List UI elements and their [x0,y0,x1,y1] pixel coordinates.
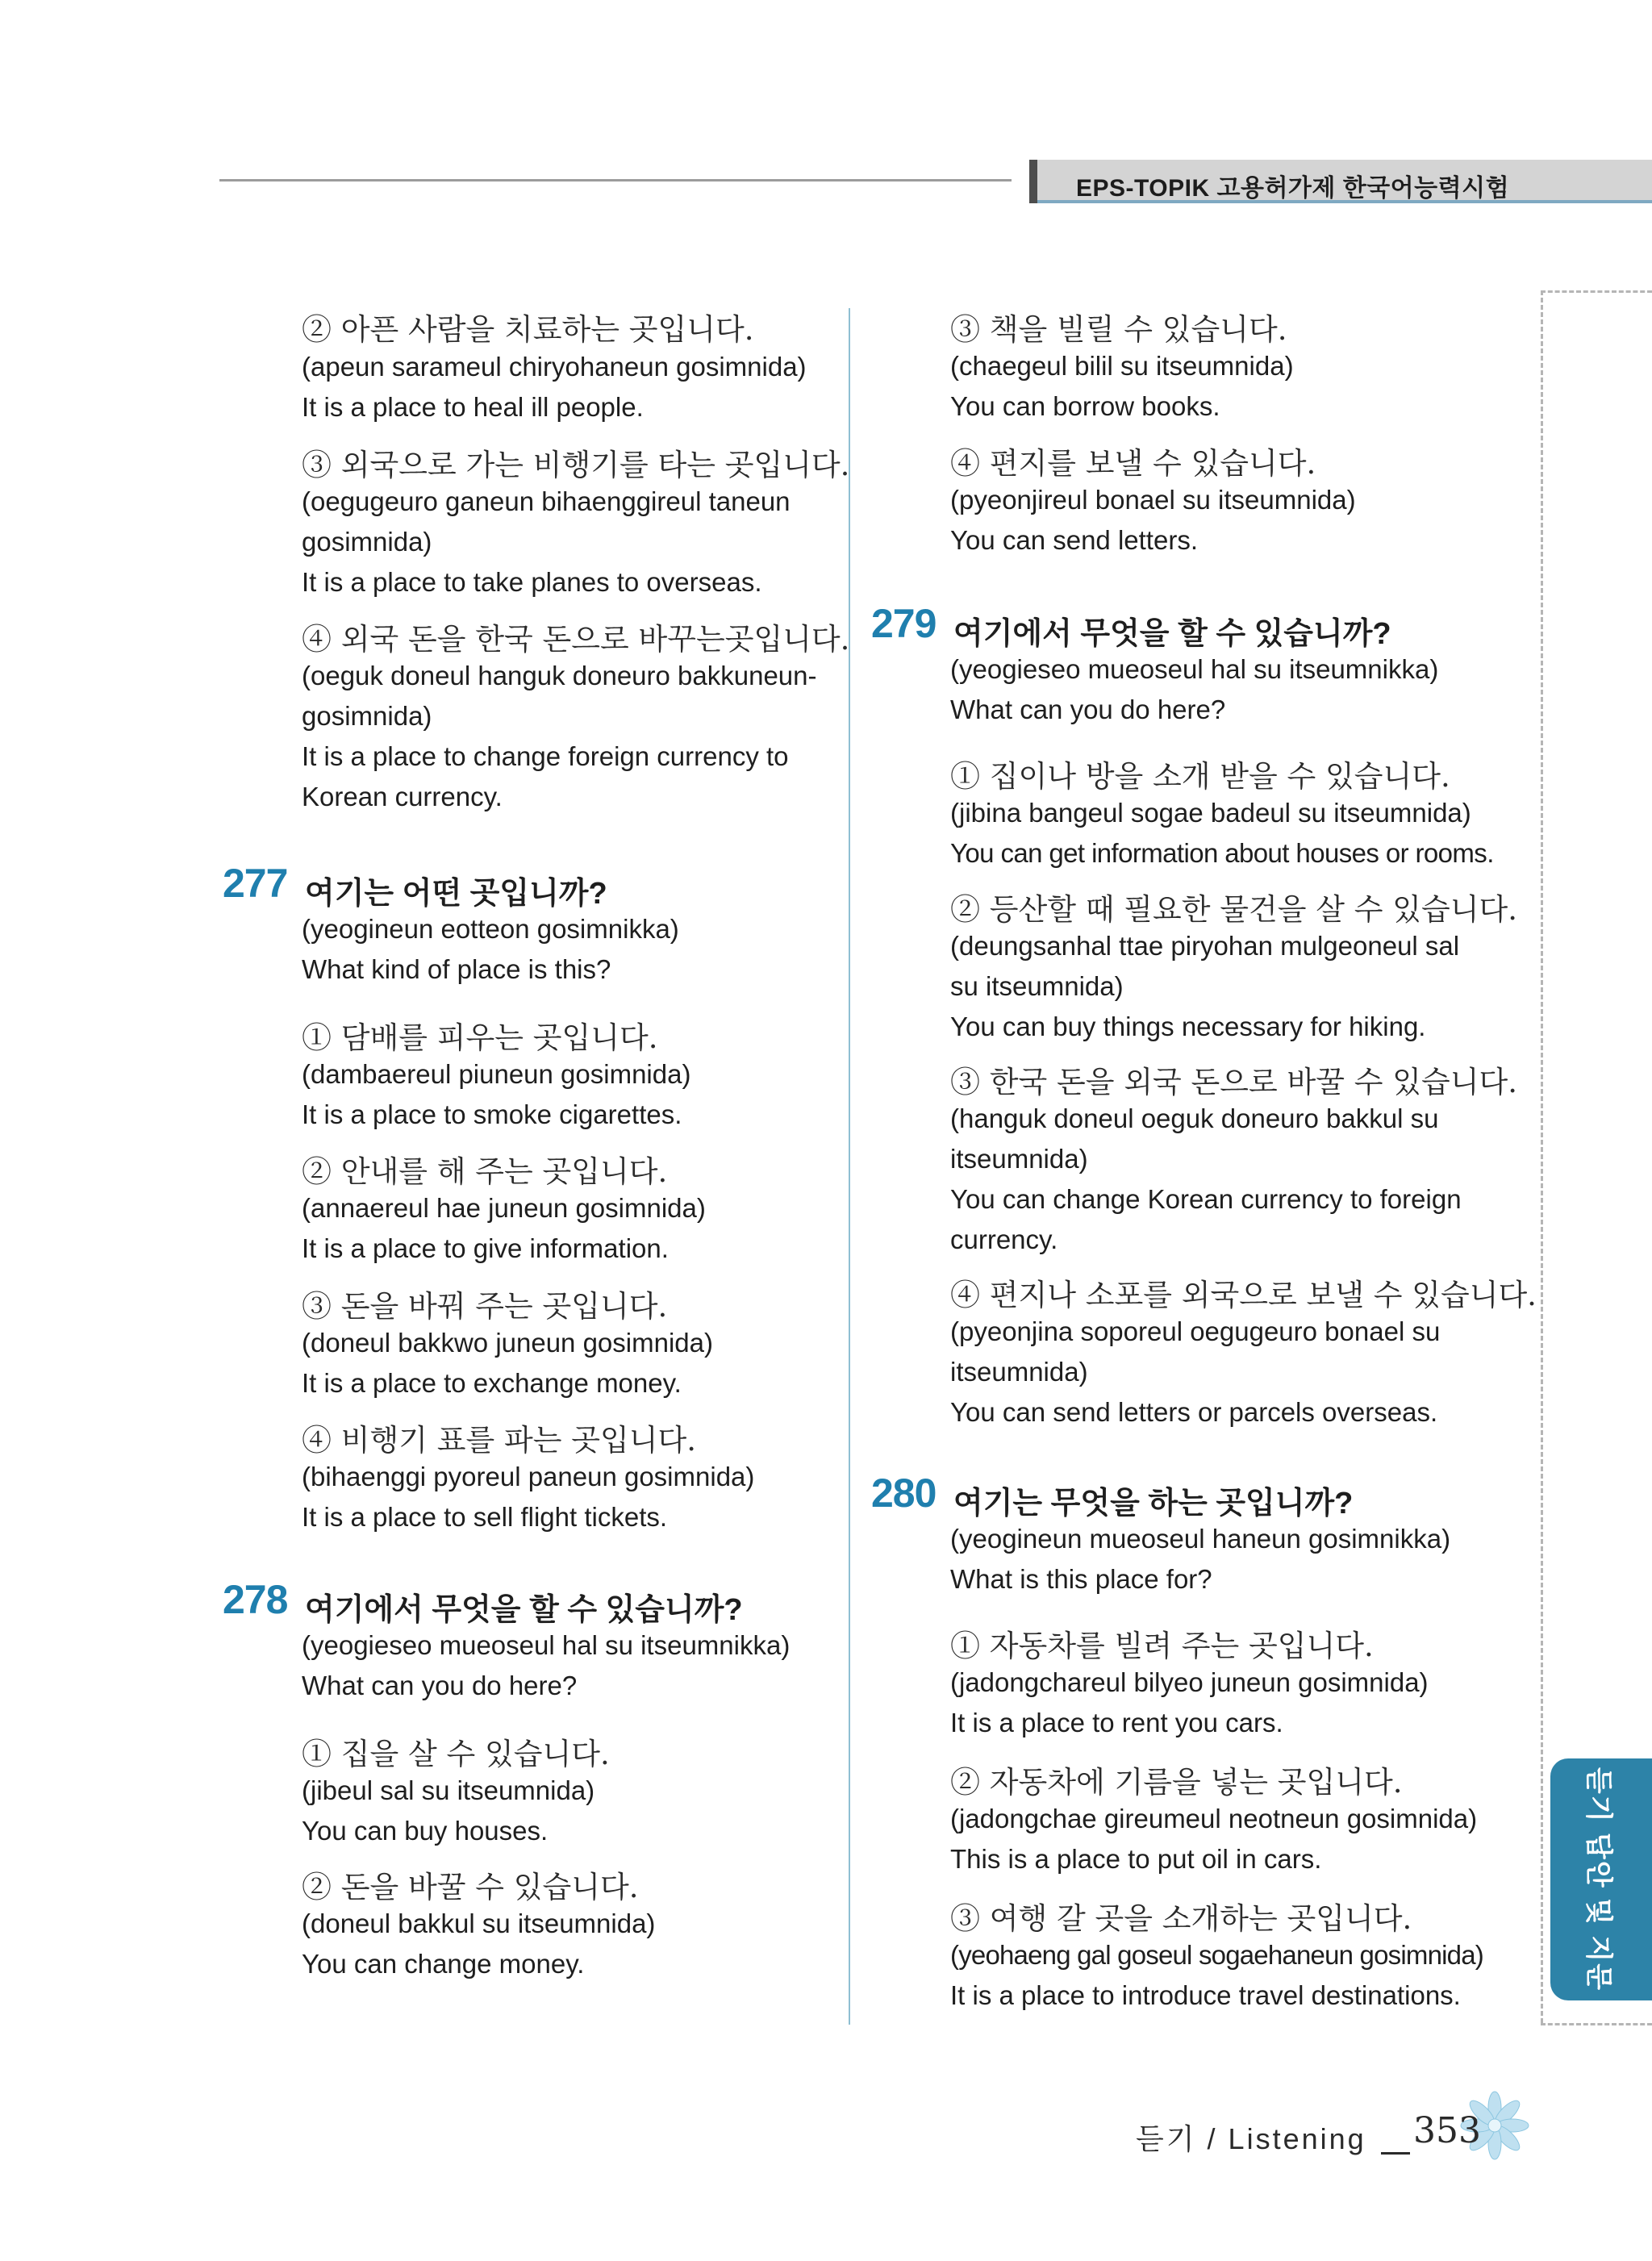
option-english: It is a place to introduce travel destinations. [950,1980,1461,2010]
option-english-cont: Korean currency. [302,782,503,811]
question-romanization: (yeogieseo mueoseul hal su itseumnikka) [950,654,1439,684]
option-romanization: (pyeonjireul bonael su itseumnida) [950,485,1356,515]
option-romanization: (doneul bakkwo juneun gosimnida) [302,1328,713,1358]
option-ko: ④ 편지를 보낼 수 있습니다. [950,446,1316,481]
option-romanization-cont: gosimnida) [302,527,432,557]
option-ko: ② 아픈 사람을 치료하는 곳입니다. [302,312,754,347]
header-tab [1029,160,1652,203]
option-english: It is a place to rent you cars. [950,1708,1283,1737]
question-title: 여기에서 무엇을 할 수 있습니까? [953,617,1391,651]
footer-section: 듣기 / Listening [1136,2122,1366,2155]
option-ko: ④ 편지나 소포를 외국으로 보낼 수 있습니다. [950,1278,1537,1312]
option-ko: ③ 책을 빌릴 수 있습니다. [950,312,1287,347]
option-romanization: (yeohaeng gal goseul sogaehaneun gosimnida) [950,1940,1483,1970]
option-english: You can borrow books. [950,391,1220,421]
question-number: 277 [223,861,288,906]
option-romanization: (jadongchae gireumeul neotneun gosimnida) [950,1804,1478,1833]
option-english: It is a place to change foreign currency to [302,741,789,771]
option-english: It is a place to sell flight tickets. [302,1502,668,1532]
page-number: 353 [1413,2110,1481,2151]
option-english: You can get information about houses or rooms. [950,838,1494,868]
option-romanization-cont: itseumnida) [950,1357,1088,1387]
option-english: This is a place to put oil in cars. [950,1844,1322,1874]
option-romanization: (oegugeuro ganeun bihaenggireul taneun [302,486,791,516]
option-ko: ② 돈을 바꿀 수 있습니다. [302,1870,639,1904]
option-romanization: (chaegeul bilil su itseumnida) [950,351,1294,381]
option-english: It is a place to exchange money. [302,1368,682,1398]
option-ko: ① 집을 살 수 있습니다. [302,1737,610,1771]
question-number: 280 [871,1470,937,1516]
question-romanization: (yeogineun mueoseul haneun gosimnikka) [950,1524,1451,1554]
option-romanization: (doneul bakkul su itseumnida) [302,1909,656,1938]
option-ko: ② 등산할 때 필요한 물건을 살 수 있습니다. [950,892,1517,927]
option-ko: ③ 돈을 바꿔 주는 곳입니다. [302,1289,668,1324]
option-ko: ④ 외국 돈을 한국 돈으로 바꾸는곳입니다. [302,622,850,657]
question-english: What is this place for? [950,1564,1212,1594]
side-tab[interactable] [1550,1758,1652,2000]
option-english: You can send letters. [950,525,1198,555]
question-romanization: (yeogineun eotteon gosimnikka) [302,914,679,944]
option-english: You can buy houses. [302,1816,549,1846]
option-ko: ③ 한국 돈을 외국 돈으로 바꿀 수 있습니다. [950,1065,1517,1099]
side-frame-left [1541,290,1543,2023]
option-english-cont: currency. [950,1224,1058,1254]
option-romanization: (jadongchareul bilyeo juneun gosimnida) [950,1667,1429,1697]
footer-rule [1381,2152,1410,2155]
option-ko: ① 집이나 방을 소개 받을 수 있습니다. [950,759,1450,794]
option-ko: ③ 여행 갈 곳을 소개하는 곳입니다. [950,1901,1412,1936]
side-frame-top [1541,290,1652,293]
option-english: You can change Korean currency to foreign [950,1184,1462,1214]
question-english: What can you do here? [950,695,1226,724]
option-romanization-cont: su itseumnida) [950,971,1124,1001]
question-romanization: (yeogieseo mueoseul hal su itseumnikka) [302,1630,791,1660]
option-english: You can send letters or parcels overseas. [950,1397,1438,1427]
option-romanization: (oeguk doneul hanguk doneuro bakkuneun- [302,661,817,690]
option-ko: ① 자동차를 빌려 주는 곳입니다. [950,1629,1374,1663]
side-tab-label: 듣기 답안 및 지문 [1583,1767,1614,1992]
question-english: What kind of place is this? [302,954,611,984]
option-romanization: (deungsanhal ttae piryohan mulgeoneul sal [950,931,1460,961]
option-english: You can change money. [302,1949,585,1979]
question-title: 여기에서 무엇을 할 수 있습니까? [305,1593,743,1627]
question-number: 279 [871,601,937,646]
option-english: You can buy things necessary for hiking. [950,1012,1426,1041]
option-english: It is a place to take planes to overseas. [302,567,762,597]
option-romanization: (apeun sarameul chiryohaneun gosimnida) [302,352,807,382]
option-romanization-cont: itseumnida) [950,1144,1088,1174]
option-romanization: (dambaereul piuneun gosimnida) [302,1059,691,1089]
option-romanization: (jibina bangeul sogae badeul su itseumnida) [950,798,1471,828]
question-number: 278 [223,1577,288,1622]
option-english: It is a place to heal ill people. [302,392,644,422]
option-romanization-cont: gosimnida) [302,701,432,731]
header-rule [219,179,1012,181]
option-romanization: (annaereul hae juneun gosimnida) [302,1193,706,1223]
question-english: What can you do here? [302,1671,578,1700]
option-ko: ③ 외국으로 가는 비행기를 타는 곳입니다. [302,448,850,482]
option-english: It is a place to smoke cigarettes. [302,1099,682,1129]
question-title: 여기는 어떤 곳입니까? [305,877,607,911]
question-title: 여기는 무엇을 하는 곳입니까? [953,1487,1354,1521]
option-romanization: (hanguk doneul oeguk doneuro bakkul su [950,1103,1439,1133]
option-romanization: (bihaenggi pyoreul paneun gosimnida) [302,1462,755,1491]
side-frame-bottom [1541,2023,1652,2025]
column-divider [849,308,850,2025]
option-ko: ② 자동차에 기름을 넣는 곳입니다. [950,1765,1403,1800]
option-romanization: (pyeonjina soporeul oegugeuro bonael su [950,1316,1441,1346]
option-english: It is a place to give information. [302,1233,669,1263]
option-ko: ② 안내를 해 주는 곳입니다. [302,1154,668,1189]
header-title: EPS-TOPIK 고용허가제 한국어능력시험 [1076,175,1510,202]
option-romanization: (jibeul sal su itseumnida) [302,1775,595,1805]
option-ko: ④ 비행기 표를 파는 곳입니다. [302,1423,696,1458]
option-ko: ① 담배를 피우는 곳입니다. [302,1020,658,1055]
